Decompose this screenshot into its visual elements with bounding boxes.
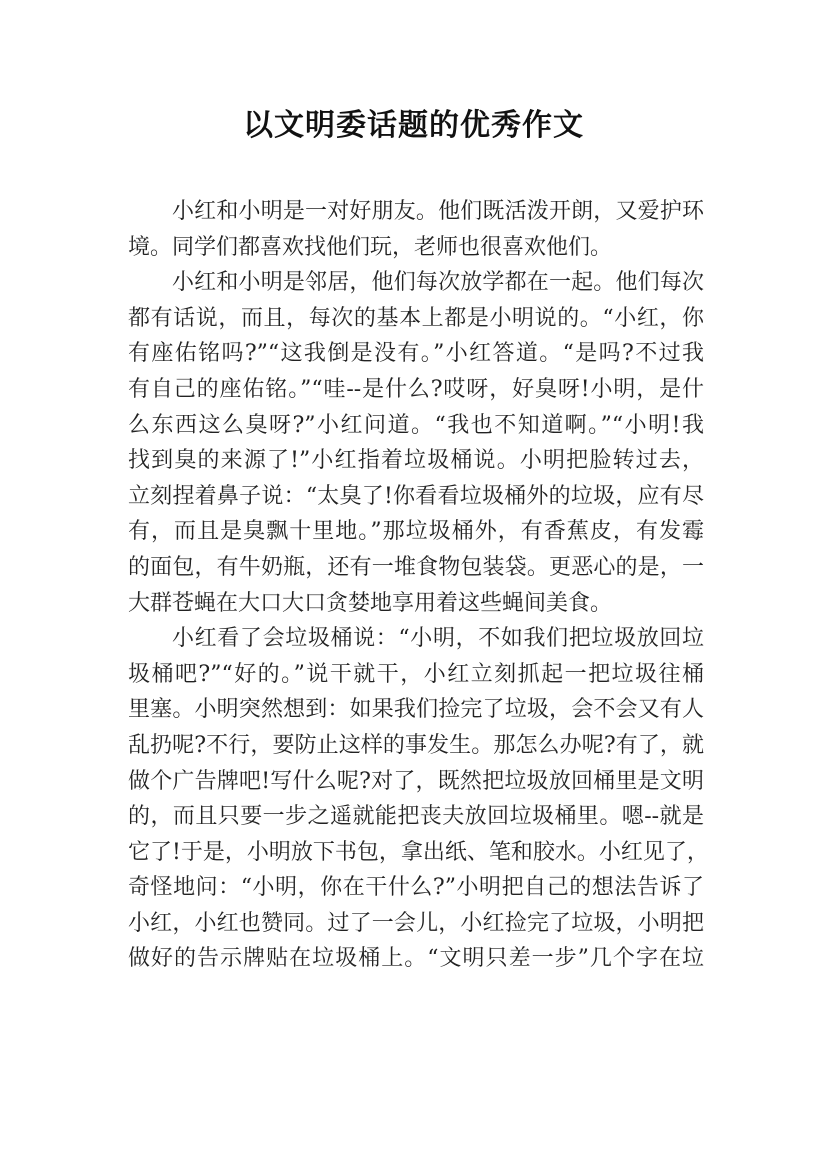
text-line: 有自己的座佑铭。”“哇--是什么?哎呀，好臭呀!小明，是什: [128, 376, 704, 402]
text-line: 么东西这么臭呀?”小红问道。“我也不知道啊。”“小明!我: [128, 412, 704, 438]
text-line: 立刻捏着鼻子说：“太臭了!你看看垃圾桶外的垃圾，应有尽: [128, 483, 704, 509]
text-line: 有，而且是臭飘十里地。”那垃圾桶外，有香蕉皮，有发霉: [128, 519, 704, 545]
text-line: 做好的告示牌贴在垃圾桶上。“文明只差一步”几个字在垃: [128, 946, 704, 972]
text-line: 的面包，有牛奶瓶，还有一堆食物包装袋。更恶心的是，一: [128, 554, 704, 580]
text-line: 小红看了会垃圾桶说：“小明，不如我们把垃圾放回垃: [172, 626, 704, 652]
text-line: 境。同学们都喜欢找他们玩，老师也很喜欢他们。: [128, 234, 613, 260]
text-line: 里塞。小明突然想到：如果我们捡完了垃圾，会不会又有人: [128, 697, 704, 723]
text-line: 做个广告牌吧!写什么呢?对了，既然把垃圾放回桶里是文明: [128, 768, 704, 794]
text-line: 找到臭的来源了!”小红指着垃圾桶说。小明把脸转过去，: [128, 448, 704, 474]
text-line: 的，而且只要一步之遥就能把丧夫放回垃圾桶里。嗯--就是: [128, 804, 704, 830]
text-line: 乱扔呢?不行，要防止这样的事发生。那怎么办呢?有了，就: [128, 732, 704, 758]
text-line: 大群苍蝇在大口大口贪婪地享用着这些蝇间美食。: [128, 590, 613, 616]
text-line: 有座佑铭吗?”“这我倒是没有。”小红答道。“是吗?不过我: [128, 341, 704, 367]
text-line: 奇怪地问：“小明，你在干什么?”小明把自己的想法告诉了: [128, 875, 704, 901]
text-line: 圾桶吧?”“好的。”说干就干，小红立刻抓起一把垃圾往桶: [128, 661, 704, 687]
text-line: 它了!于是，小明放下书包，拿出纸、笔和胶水。小红见了，: [128, 839, 709, 865]
text-line: 都有话说，而且，每次的基本上都是小明说的。“小红，你: [128, 305, 704, 331]
text-line: 小红和小明是一对好朋友。他们既活泼开朗，又爱护环: [172, 199, 704, 224]
essay-body: [128, 194, 709, 977]
document-title: 以文明委话题的优秀作文: [243, 108, 584, 143]
text-line: 小红和小明是邻居，他们每次放学都在一起。他们每次: [172, 270, 704, 296]
text-line: 小红，小红也赞同。过了一会儿，小红捡完了垃圾，小明把: [128, 910, 704, 936]
